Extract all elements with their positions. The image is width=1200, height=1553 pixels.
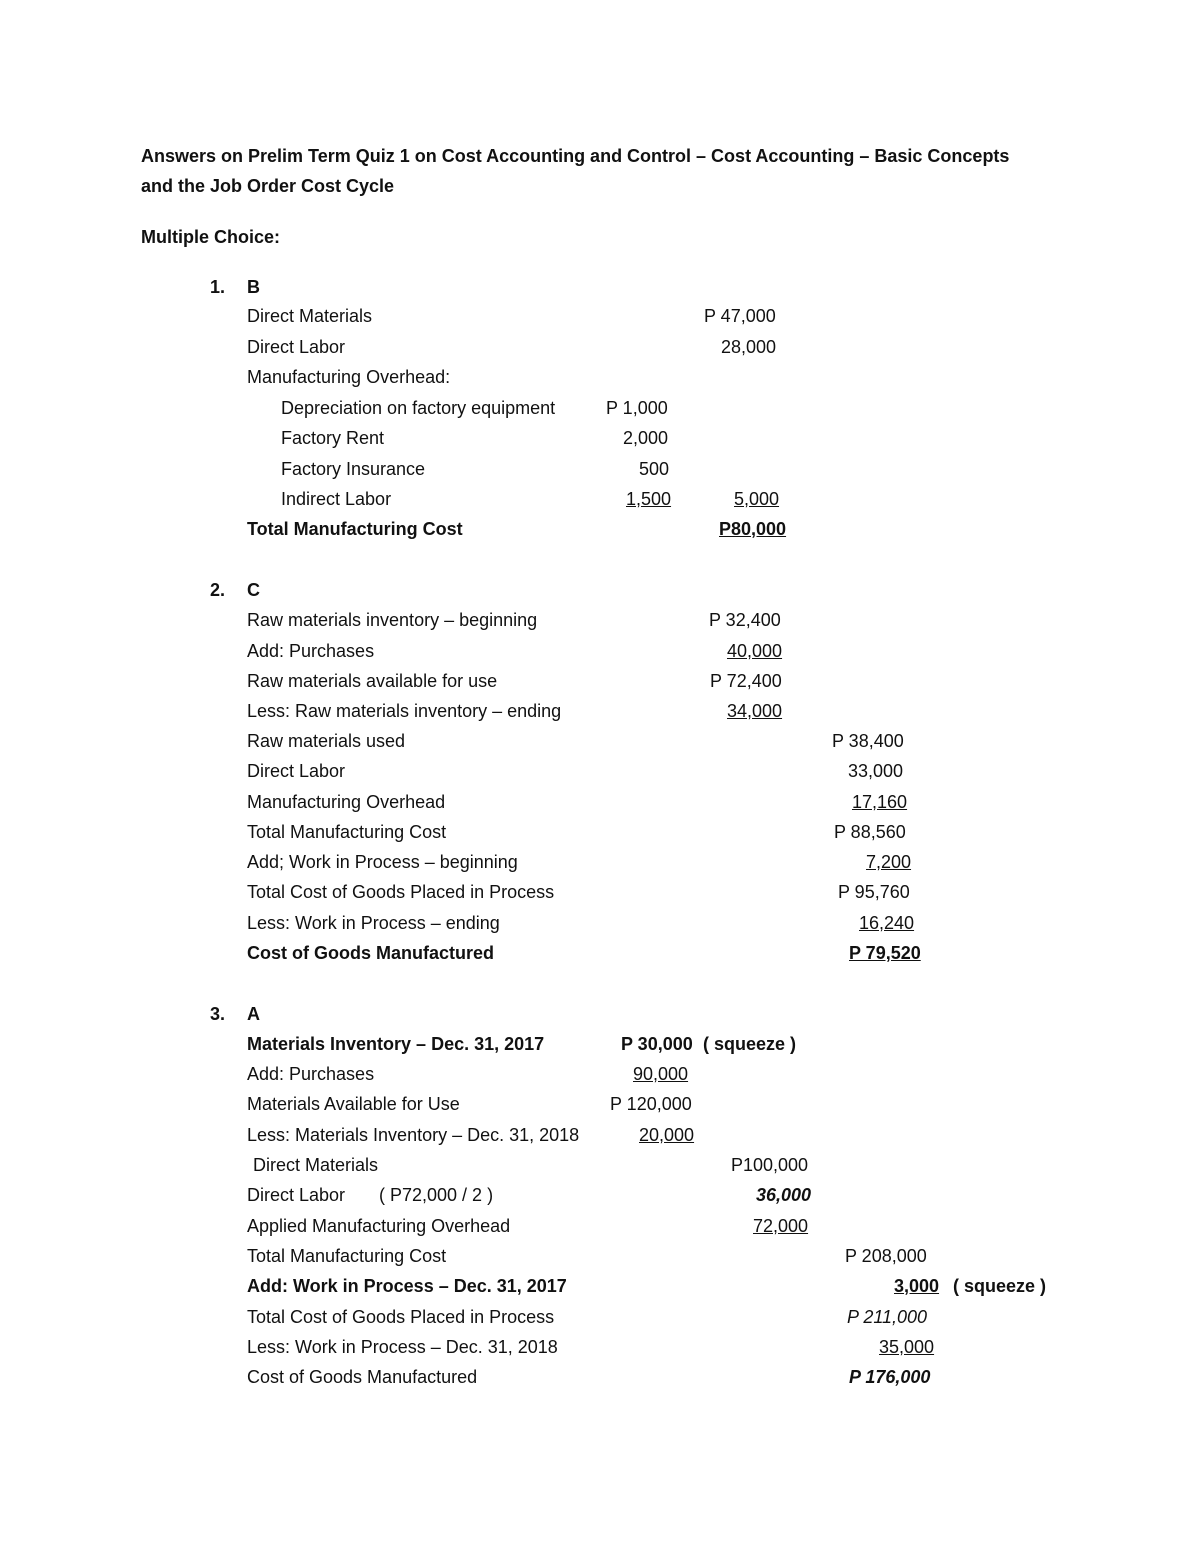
q3-wip-2018-label: Less: Work in Process – Dec. 31, 2018 xyxy=(247,1337,558,1357)
q2-wip-beginning-label: Add; Work in Process – beginning xyxy=(247,852,518,872)
q3-mat-2017-label: Materials Inventory – Dec. 31, 2017 xyxy=(247,1034,545,1054)
q3-direct-labor-value: 36,000 xyxy=(756,1185,812,1205)
q2-overhead-label: Manufacturing Overhead xyxy=(247,792,446,812)
q3-direct-labor-label: Direct Labor xyxy=(247,1185,346,1205)
q1-factory-rent-value: 2,000 xyxy=(623,428,669,448)
q3-direct-materials-label: Direct Materials xyxy=(253,1155,379,1175)
q1-factory-insurance-value: 500 xyxy=(639,459,670,479)
document-title-line-1: Answers on Prelim Term Quiz 1 on Cost Accounting and Control – Cost Accounting – Basic Concepts xyxy=(141,146,1010,166)
q1-direct-labor-label: Direct Labor xyxy=(247,337,346,357)
q2-rm-used-label: Raw materials used xyxy=(247,731,406,751)
q3-direct-materials-value: P100,000 xyxy=(731,1155,809,1175)
q3-wip-2017-label: Add: Work in Process – Dec. 31, 2017 xyxy=(247,1276,567,1296)
q2-total-mfg-label: Total Manufacturing Cost xyxy=(247,822,447,842)
q2-direct-labor-value: 33,000 xyxy=(848,761,904,781)
q2-rm-beginning-label: Raw materials inventory – beginning xyxy=(247,610,538,630)
q2-total-placed-value: P 95,760 xyxy=(838,882,910,902)
q2-wip-ending-label: Less: Work in Process – ending xyxy=(247,913,500,933)
q3-total-placed-label: Total Cost of Goods Placed in Process xyxy=(247,1307,555,1327)
section-heading: Multiple Choice: xyxy=(141,227,280,247)
q3-wip-2017-note: ( squeeze ) xyxy=(953,1276,1047,1296)
q1-direct-materials-value: P 47,000 xyxy=(704,306,776,326)
q2-purchases-label: Add: Purchases xyxy=(247,641,375,661)
q1-indirect-labor-label: Indirect Labor xyxy=(281,489,392,509)
q1-factory-rent-label: Factory Rent xyxy=(281,428,385,448)
q1-number: 1. xyxy=(210,277,226,297)
q2-cogm-label: Cost of Goods Manufactured xyxy=(247,943,494,963)
q3-direct-labor-calc: ( P72,000 / 2 ) xyxy=(379,1185,494,1205)
q1-overhead-heading: Manufacturing Overhead: xyxy=(247,367,451,387)
q3-cogm-value: P 176,000 xyxy=(849,1367,931,1387)
q1-total-label: Total Manufacturing Cost xyxy=(247,519,463,539)
q3-mat-2018-value: 20,000 xyxy=(639,1125,695,1145)
q3-total-mfg-label: Total Manufacturing Cost xyxy=(247,1246,447,1266)
q3-mat-2017-value: P 30,000 xyxy=(621,1034,693,1054)
q3-mat-2018-label: Less: Materials Inventory – Dec. 31, 2018 xyxy=(247,1125,580,1145)
q1-total-value: P80,000 xyxy=(719,519,787,539)
q3-available-value: P 120,000 xyxy=(610,1094,692,1114)
q2-rm-beginning-value: P 32,400 xyxy=(709,610,781,630)
q3-purchases-value: 90,000 xyxy=(633,1064,689,1084)
q1-answer: B xyxy=(247,277,260,297)
q3-wip-2018-value: 35,000 xyxy=(879,1337,935,1357)
q2-purchases-value: 40,000 xyxy=(727,641,783,661)
q2-cogm-value: P 79,520 xyxy=(849,943,921,963)
q2-direct-labor-label: Direct Labor xyxy=(247,761,346,781)
q3-wip-2017-value: 3,000 xyxy=(894,1276,940,1296)
q1-direct-labor-value: 28,000 xyxy=(721,337,777,357)
q1-depreciation-value: P 1,000 xyxy=(606,398,668,418)
q2-total-placed-label: Total Cost of Goods Placed in Process xyxy=(247,882,555,902)
q3-mat-2017-note: ( squeeze ) xyxy=(703,1034,797,1054)
q3-answer: A xyxy=(247,1004,260,1024)
q2-wip-beginning-value: 7,200 xyxy=(866,852,912,872)
q2-answer: C xyxy=(247,580,260,600)
q2-rm-ending-value: 34,000 xyxy=(727,701,783,721)
q2-total-mfg-value: P 88,560 xyxy=(834,822,906,842)
q3-available-label: Materials Available for Use xyxy=(247,1094,460,1114)
q1-direct-materials-label: Direct Materials xyxy=(247,306,373,326)
q2-rm-used-value: P 38,400 xyxy=(832,731,904,751)
q2-number: 2. xyxy=(210,580,226,600)
q3-applied-overhead-label: Applied Manufacturing Overhead xyxy=(247,1216,511,1236)
q2-overhead-value: 17,160 xyxy=(852,792,908,812)
q1-indirect-labor-value: 1,500 xyxy=(626,489,672,509)
document-title-line-2: and the Job Order Cost Cycle xyxy=(141,176,395,196)
q2-rm-available-label: Raw materials available for use xyxy=(247,671,498,691)
q2-rm-available-value: P 72,400 xyxy=(710,671,782,691)
q3-purchases-label: Add: Purchases xyxy=(247,1064,375,1084)
q3-cogm-label: Cost of Goods Manufactured xyxy=(247,1367,478,1387)
q2-rm-ending-label: Less: Raw materials inventory – ending xyxy=(247,701,562,721)
q3-total-placed-value: P 211,000 xyxy=(847,1307,928,1327)
q3-number: 3. xyxy=(210,1004,226,1024)
q1-factory-insurance-label: Factory Insurance xyxy=(281,459,426,479)
q1-depreciation-label: Depreciation on factory equipment xyxy=(281,398,556,418)
q3-total-mfg-value: P 208,000 xyxy=(845,1246,927,1266)
q3-applied-overhead-value: 72,000 xyxy=(753,1216,809,1236)
q2-wip-ending-value: 16,240 xyxy=(859,913,915,933)
q1-overhead-subtotal: 5,000 xyxy=(734,489,780,509)
